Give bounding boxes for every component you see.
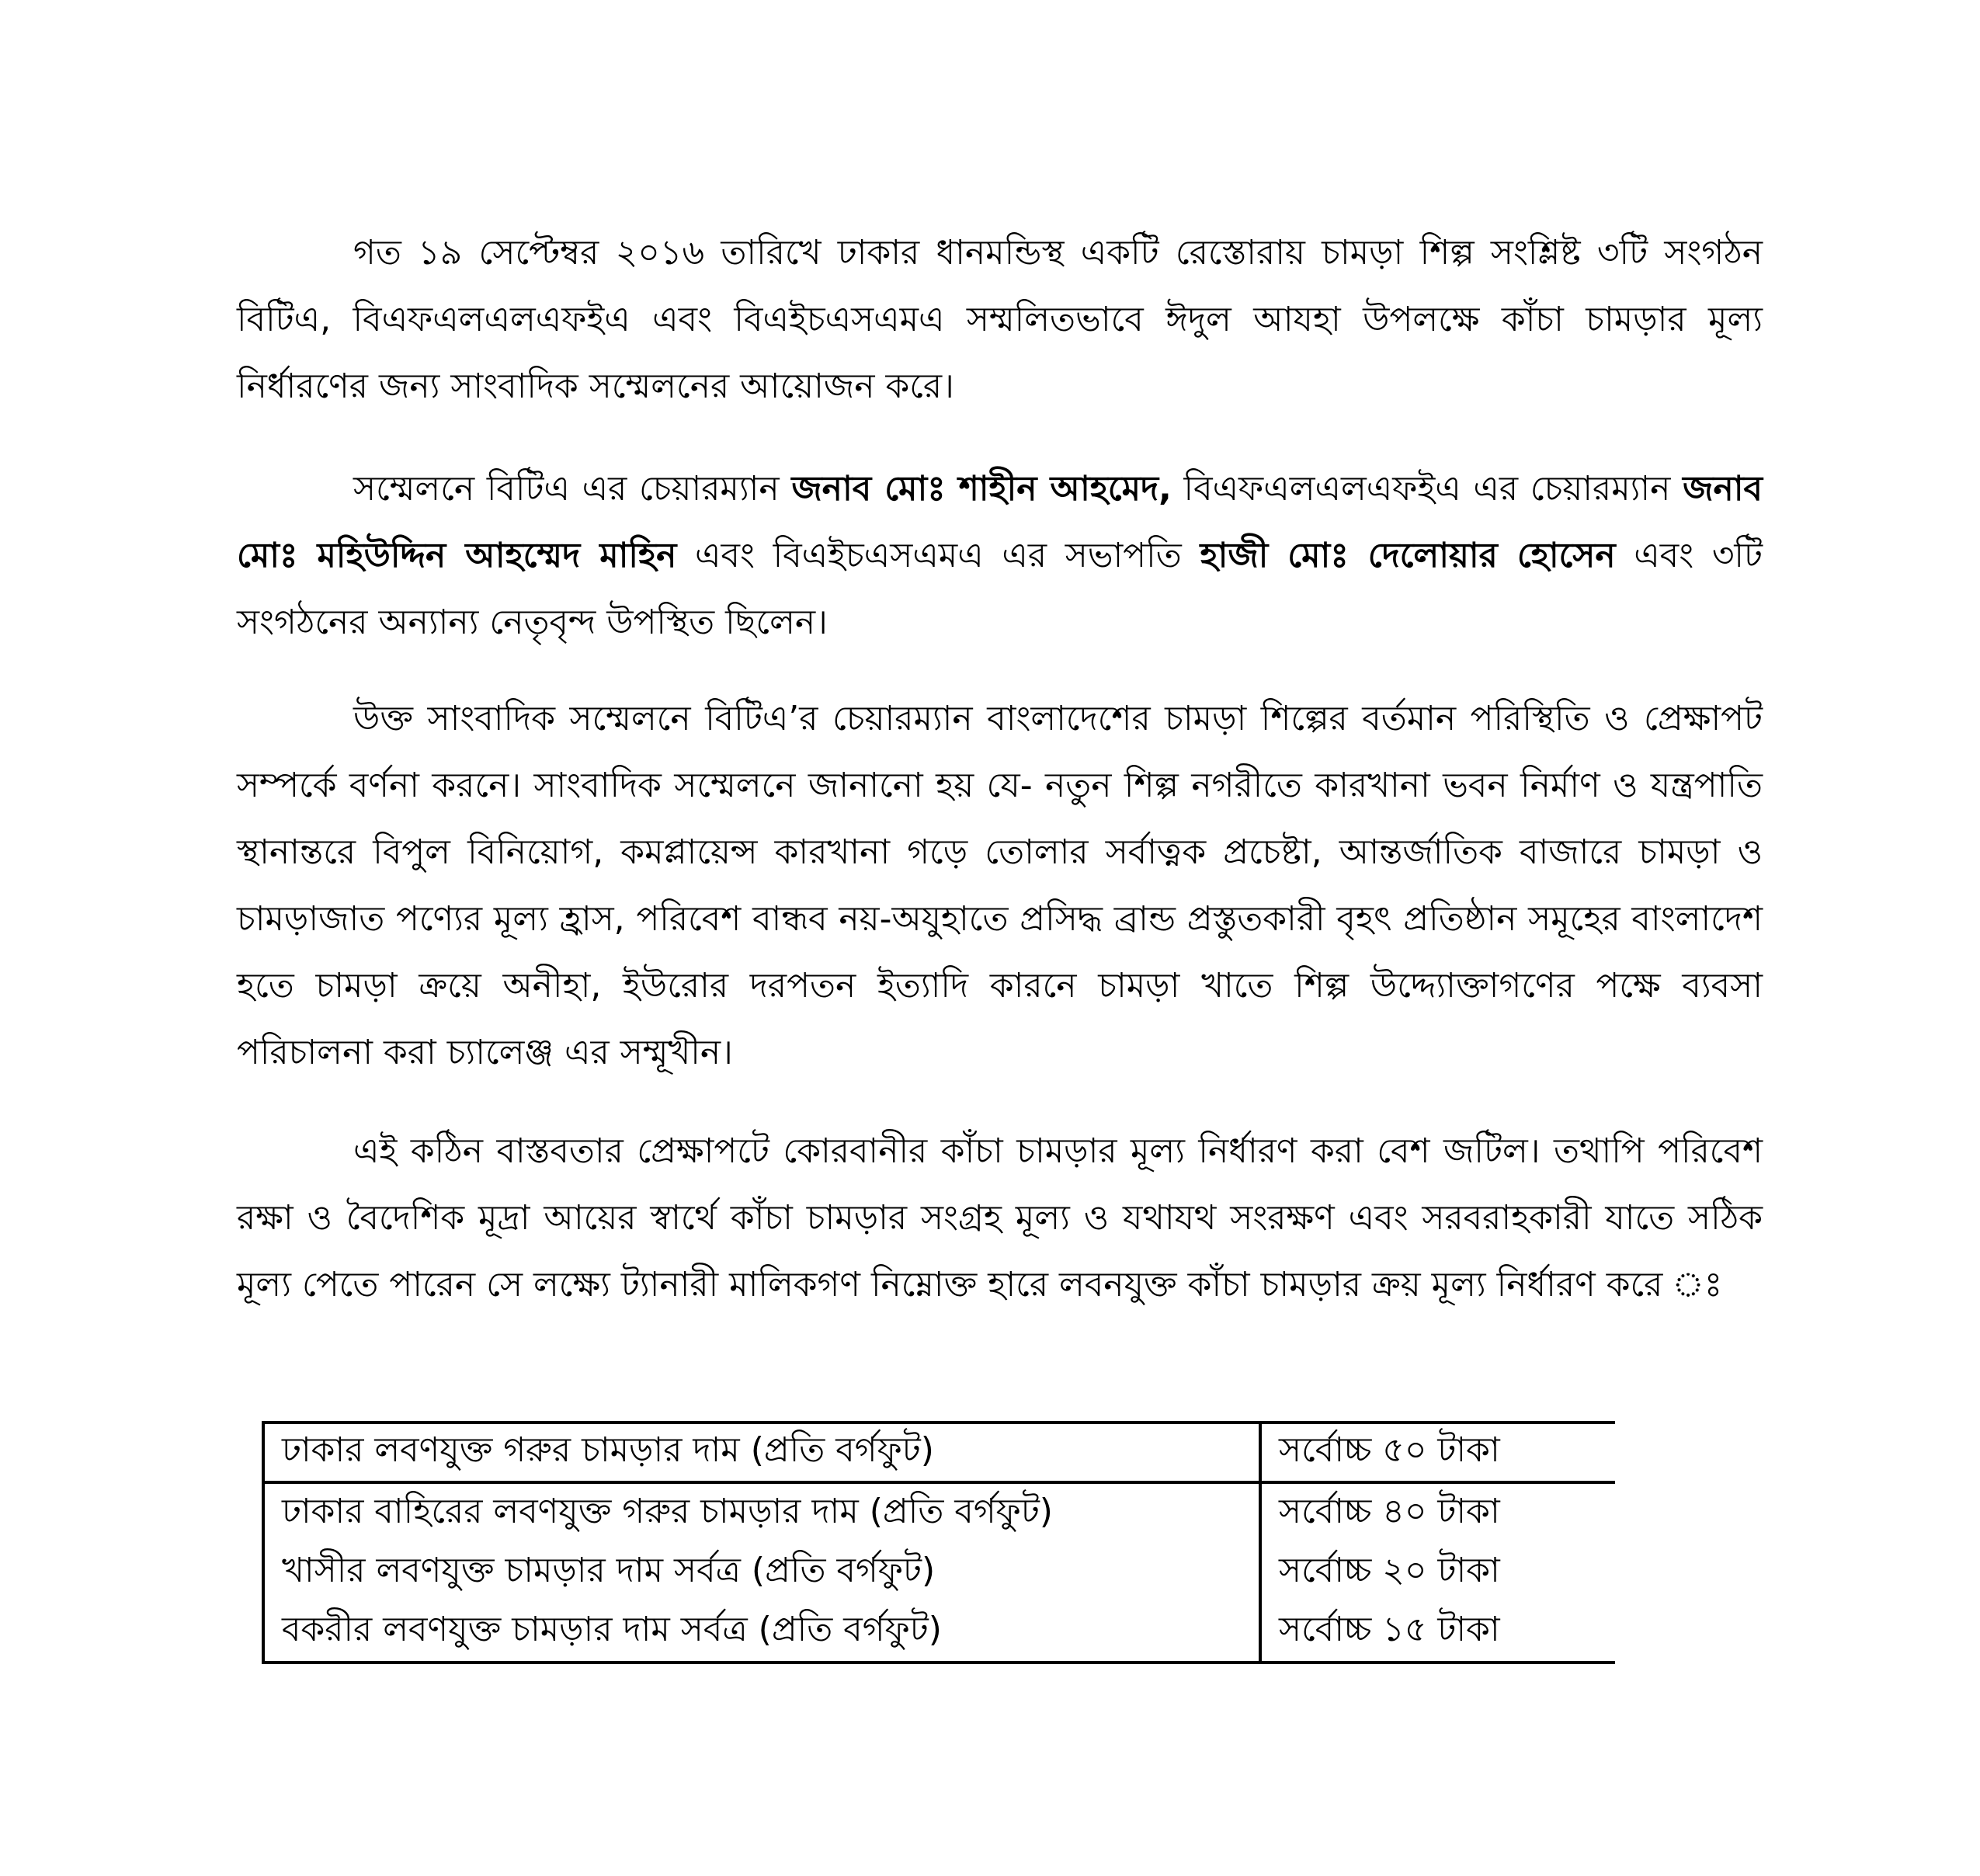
leather-price-table: [262, 1421, 1615, 1664]
bta-chairman-name: জনাব মোঃ শাহীন আহমেদ,: [791, 469, 1172, 509]
table-row: [263, 1482, 1615, 1543]
table-row: [263, 1543, 1615, 1602]
table-cell-price: সর্বোচ্চ ২০ টাকা: [1260, 1543, 1615, 1602]
table-cell-price: সর্বোচ্চ ৫০ টাকা: [1260, 1423, 1615, 1482]
table-row: [263, 1423, 1615, 1482]
attendees-text-2: বিএফএলএলএফইএ এর চেয়ারম্যান: [1171, 469, 1683, 509]
paragraph-press-conference-intro: গত ১৯ সেপ্টেম্বর ২০১৬ তারিখে ঢাকার ধানমন্ডিস্থ একটি রেস্তোরায় চামড়া শিল্প সংশ্লিষ্ট ৩টি সংগঠন বিটিএ, বিএফএলএলএফইএ এবং বিএইচএসএমএ সম্মলিতভাবে ঈদুল আযহা উপলক্ষে কাঁচা চামড়ার মূল্য নির্ধারণের জন্য সাংবাদিক সম্মেলনের আয়োজন করে।: [237, 233, 1763, 406]
bfllfea-chairman-name: জনাব মোঃ মহিউদ্দিন আহম্মেদ মাহিন: [237, 469, 1763, 575]
bhsma-president-name: হাজী মোঃ দেলোয়ার হোসেন: [1200, 536, 1616, 575]
table-cell-item: ঢাকার লবণযুক্ত গরুর চামড়ার দাম (প্রতি বর্গফুট): [263, 1423, 1260, 1482]
attendees-text-3: এবং বিএইচএসএমএ এর সভাপতি: [676, 536, 1200, 575]
paragraph-price-determination: এই কঠিন বাস্তবতার প্রেক্ষাপটে কোরবানীর কাঁচা চামড়ার মূল্য নির্ধারণ করা বেশ জটিল। তথাপি পরিবেশ রক্ষা ও বৈদেশিক মূদ্রা আয়ের স্বার্থে কাঁচা চামড়ার সংগ্রহ মূল্য ও যথাযথ সংরক্ষণ এবং সরবরাহকারী যাতে সঠিক মূল্য পেতে পারেন সে লক্ষ্যে ট্যানারী মালিকগণ নিম্নোক্ত হারে লবনযুক্ত কাঁচা চামড়ার ক্রয় মূল্য নির্ধারণ করে ঃ: [237, 1131, 1763, 1305]
paragraph-industry-situation: উক্ত সাংবাদিক সম্মেলনে বিটিএ’র চেয়ারম্যান বাংলাদেশের চামড়া শিল্পের বর্তমান পরিস্থিতি ও প্রেক্ষাপট সম্পর্কে বর্ণনা করনে। সাংবাদিক সম্মেলনে জানানো হয় যে- নতুন শিল্প নগরীতে কারখানা ভবন নির্মাণ ও যন্ত্রপাতি স্থানান্তরে বিপুল বিনিয়োগ, কমপ্লায়েন্স কারখানা গড়ে তোলার সর্বাত্নক প্রচেষ্টা, আন্তর্জাতিক বাজারে চামড়া ও চামড়াজাত পণ্যের মূল্য হ্রাস, পরিবেশ বান্ধব নয়-অযুহাতে প্রসিদ্ধ ব্রান্ড প্রস্তুতকারী বৃহৎ প্রতিষ্ঠান সমূহের বাংলাদেশ হতে চামড়া ক্রয়ে অনীহা, ইউরোর দরপতন ইত্যাদি কারনে চামড়া খাতে শিল্প উদ্দ্যোক্তাগণের পক্ষে ব্যবসা পরিচালনা করা চ্যালেঞ্জ এর সম্মূখীন।: [237, 699, 1763, 1072]
attendees-text-4: এবং ৩টি সংগঠনের অন্যান্য নেতৃবৃন্দ উপস্থিত ছিলেন।: [237, 536, 1763, 642]
table-cell-item: খাসীর লবণযুক্ত চামড়ার দাম সর্বত্র (প্রতি বর্গফুট): [263, 1543, 1260, 1602]
table-cell-item: ঢাকার বাহিরের লবণযুক্ত গরুর চামড়ার দাম (প্রতি বর্গফুট): [263, 1482, 1260, 1543]
table-row: [263, 1602, 1615, 1662]
table-cell-item: বকরীর লবণযুক্ত চামড়ার দাম সর্বত্র (প্রতি বর্গফুট): [263, 1602, 1260, 1662]
table-cell-price: সর্বোচ্চ ৪০ টাকা: [1260, 1482, 1615, 1543]
attendees-text-1: সম্মেলনে বিটিএ এর চেয়ারম্যান: [353, 469, 792, 509]
table-cell-price: সর্বোচ্চ ১৫ টাকা: [1260, 1602, 1615, 1662]
paragraph-attendees: [237, 456, 1763, 656]
